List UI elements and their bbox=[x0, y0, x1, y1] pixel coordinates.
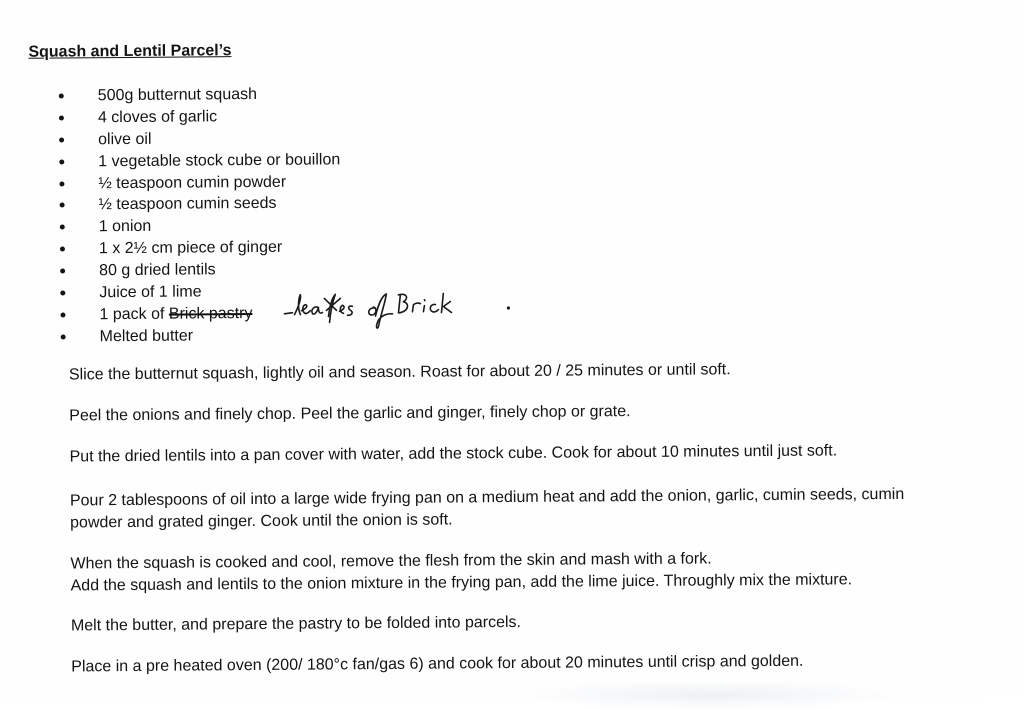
scan-shadow bbox=[520, 680, 900, 710]
ingredient-text: 80 g dried lentils bbox=[99, 259, 216, 281]
bullet-icon bbox=[60, 247, 65, 252]
ingredient-text: Melted butter bbox=[100, 325, 194, 347]
ingredient-text: 1 vegetable stock cube or bouillon bbox=[98, 149, 340, 172]
ingredient-text: olive oil bbox=[98, 129, 152, 150]
bullet-icon bbox=[60, 203, 65, 208]
struck-out-text: Brick pastry bbox=[169, 305, 253, 323]
ingredient-text: 1 pack of bbox=[99, 306, 164, 324]
ingredient-text: ½ teaspoon cumin powder bbox=[98, 171, 286, 193]
ingredient-text: 1 x 2½ cm piece of ginger bbox=[99, 237, 282, 259]
bullet-icon bbox=[60, 225, 65, 230]
ingredient-text-with-correction bbox=[99, 303, 252, 325]
bullet-icon bbox=[59, 137, 64, 142]
bullet-icon bbox=[61, 334, 66, 339]
bullet-icon bbox=[60, 312, 65, 317]
method-step: When the squash is cooked and cool, remove the flesh from the skin and mash with a fork. bbox=[70, 547, 711, 575]
ingredient-text: 500g butternut squash bbox=[98, 84, 257, 106]
bullet-icon bbox=[60, 291, 65, 296]
recipe-title: Squash and Lentil Parcel’s bbox=[28, 42, 231, 62]
bullet-icon bbox=[59, 94, 64, 99]
ingredient-text: ½ teaspoon cumin seeds bbox=[99, 193, 277, 215]
method-step: Peel the onions and finely chop. Peel the garlic and ginger, finely chop or grate. bbox=[69, 400, 630, 427]
handwritten-correction bbox=[282, 285, 522, 331]
bullet-icon bbox=[59, 181, 64, 186]
bullet-icon bbox=[59, 115, 64, 120]
method-step: powder and grated ginger. Cook until the onion is soft. bbox=[70, 508, 453, 534]
ingredient-list bbox=[59, 86, 61, 349]
bullet-icon bbox=[59, 159, 64, 164]
method-step: Melt the butter, and prepare the pastry to be folded into parcels. bbox=[71, 611, 521, 638]
method-step: Pour 2 tablespoons of oil into a large wide frying pan on a medium heat and add the onion, garlic, cumin seeds, cumin bbox=[70, 483, 904, 513]
method-step: Slice the butternut squash, lightly oil and season. Roast for about 20 / 25 minutes or until soft. bbox=[69, 358, 731, 386]
method-step: Add the squash and lentils to the onion mixture in the frying pan, add the lime juice. Throughly mix the mixture. bbox=[71, 568, 853, 597]
ingredient-text: 1 onion bbox=[99, 216, 152, 237]
method-step: Place in a pre heated oven (200/ 180°c fan/gas 6) and cook for about 20 minutes until crisp and golden. bbox=[71, 650, 803, 679]
bullet-icon bbox=[60, 269, 65, 274]
method-step: Put the dried lentils into a pan cover with water, add the stock cube. Cook for about 10 minutes until just soft. bbox=[70, 439, 838, 468]
ingredient-text: 4 cloves of garlic bbox=[98, 106, 217, 128]
ingredient-text: Juice of 1 lime bbox=[99, 281, 201, 303]
